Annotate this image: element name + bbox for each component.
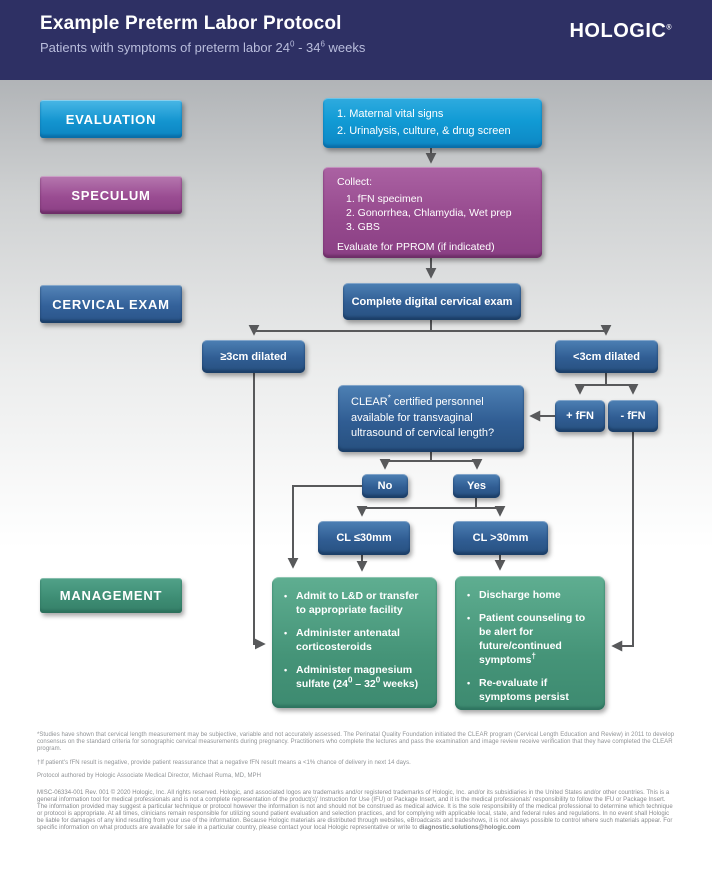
evaluation-step-2: 2. Urinalysis, culture, & drug screen <box>337 124 511 137</box>
discharge-management-box <box>455 576 605 710</box>
lt3cm-dilated-box: <3cm dilated <box>555 340 658 373</box>
ge3cm-dilated-box: ≥3cm dilated <box>202 340 305 373</box>
discharge-bullet-3: • Re-evaluate if symptoms persist <box>467 676 569 703</box>
clear-question-box: CLEAR* certified personnel available for transvaginal ultrasound of cervical length? <box>338 385 524 452</box>
bullet-icon: • <box>284 627 288 638</box>
yes-box: Yes <box>453 474 500 498</box>
bullet-icon: • <box>467 677 471 688</box>
page-subtitle: Patients with symptoms of preterm labor $24^0 - 34^6$ weeks <box>40 39 366 55</box>
bullet-icon: • <box>467 590 471 600</box>
admit-bullet-2: • Administer antenatal corticosteroids <box>284 626 400 653</box>
cl-gt30mm-box: CL >30mm <box>453 521 548 555</box>
footnote-ffn: †If patient's fFN result is negative, provide patient reassurance that a negative fFN result means a <1% chance of delivery in next 14 days. <box>37 759 411 766</box>
digital-cervical-exam-box: Complete digital cervical exam <box>343 283 521 320</box>
hologic-logo: HOLOGIC® <box>569 20 672 42</box>
bullet-icon: • <box>284 591 288 601</box>
label-management: MANAGEMENT <box>40 578 182 613</box>
legal-text: MISC-06334-001 Rev. 001 © 2020 Hologic, Inc. All rights reserved. Hologic, and associated logos are trademarks and/or registered trademarks of Hologic, Inc. and/or its subsidiaries in the United States and/or other countries. This is a general information tool for medical professionals and is not a complete representation of the product(s)' Instruction for Use (IFU) or Package Insert, and it is the medical professionals' responsibility to follow the IFU or Package Insert. The information provided may suggest a particular technique or protocol however the information is not and should not be construed as medical advice. It is the sole responsibility of the medical professional to determine which technique or protocol is appropriate. At all times, clinicians remain responsible for utilizing sound patient evaluation and selection practices, and for complying with applicable local, state, and federal rules and regulations. In no event shall Hologic be liable for damages of any kind resulting from your use of the information. Because Hologic materials are distributed through websites, eBroadcasts and tradeshows, it is not always possible to control where such materials appear. For specific information on what products are available for sale in a particular country, please contact your local Hologic representative or write to diagnostic.solutions@hologic.com <box>37 790 673 831</box>
collect-item-1: 1. fFN specimen <box>346 193 423 205</box>
ffn-positive-box: + fFN <box>555 400 605 432</box>
evaluation-steps-box <box>323 98 542 148</box>
admit-bullet-1: • Admit to L&D or transfer to appropriate facility <box>284 590 419 616</box>
label-cervical-exam: CERVICAL EXAM <box>40 285 182 323</box>
cl-le30mm-box: CL ≤30mm <box>318 521 410 555</box>
admit-management-box <box>272 577 437 708</box>
label-speculum: SPECULUM <box>40 176 182 214</box>
footnotes <box>37 732 677 832</box>
footnote-author: Protocol authored by Hologic Associate Medical Director, Michael Ruma, MD, MPH <box>37 772 261 779</box>
evaluation-step-1: 1. Maternal vital signs <box>337 108 444 120</box>
footnote-clear: *Studies have shown that cervical length measurement may be subjective, variable and not accurately assessed. The Perinatal Quality Foundation initiated the CLEAR program (Cervical Length Education and Review) in 2011 to develop consensus on the standard criteria for sonographic cervical measurements during pregnancy. Practitioners who complete the lectures and pass the examination and image review receive verification that they have completed the CLEAR program. <box>37 732 675 752</box>
collect-item-2: 2. Gonorrhea, Chlamydia, Wet prep <box>346 207 512 220</box>
discharge-bullet-2: • Patient counseling to be alert for future/continued symptoms† <box>467 611 586 666</box>
label-evaluation: EVALUATION <box>40 100 182 138</box>
ffn-negative-box: - fFN <box>608 400 658 432</box>
contact-email: diagnostic.solutions@hologic.com <box>419 824 521 831</box>
collect-item-3: 3. GBS <box>346 221 380 234</box>
header-bar <box>0 0 712 80</box>
bullet-icon: • <box>467 612 471 623</box>
page-title: Example Preterm Labor Protocol <box>40 13 342 34</box>
pprom-note: Evaluate for PPROM (if indicated) <box>337 240 495 253</box>
bullet-icon: • <box>284 664 288 675</box>
no-box: No <box>362 474 408 498</box>
collect-heading: Collect: <box>337 176 373 188</box>
discharge-bullet-1: • Discharge home <box>467 589 561 601</box>
speculum-collect-box <box>323 167 542 258</box>
admit-bullet-3: • Administer magnesium sulfate ($24^0 - 32^0$ weeks) <box>284 663 419 690</box>
